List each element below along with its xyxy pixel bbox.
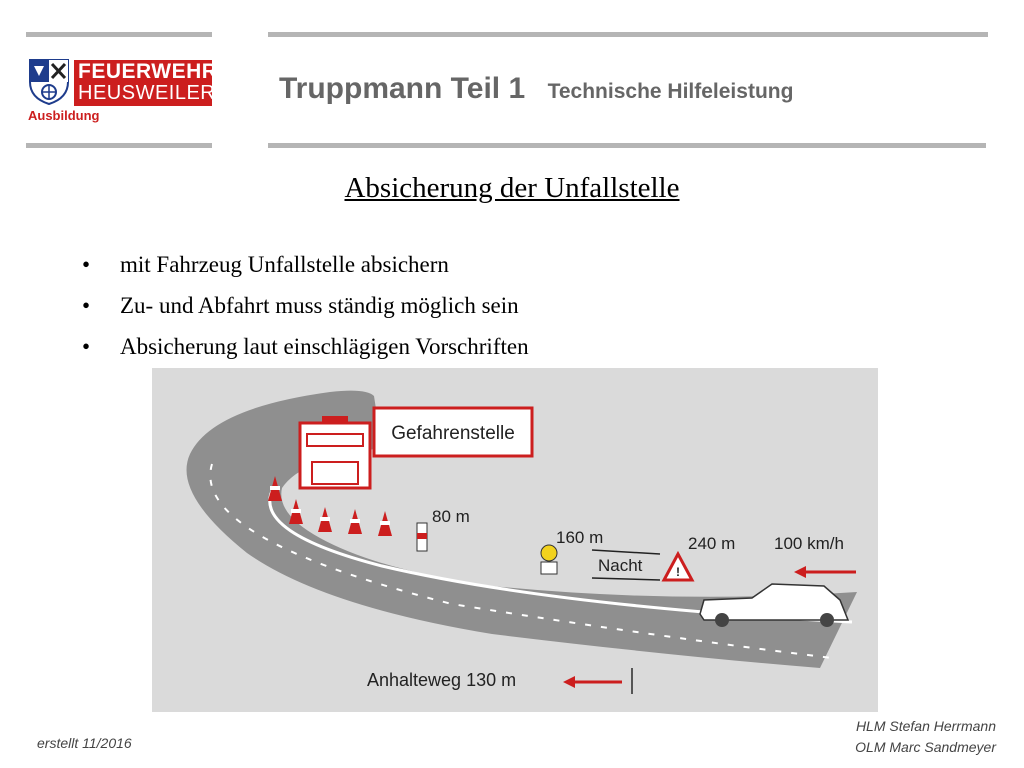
hazard-label: Gefahrenstelle [391,423,515,444]
page-title [279,72,793,106]
title-main: Truppmann Teil 1 [279,72,526,105]
accident-site-diagram [152,368,878,712]
slide-heading: Absicherung der Unfallstelle [344,172,680,204]
bullet-item [82,331,529,372]
marker-160-label: 160 m [556,528,604,547]
created-date: erstellt 11/2016 [37,735,132,751]
fire-truck-icon [300,416,370,488]
svg-text:!: ! [676,565,680,579]
bullet-list [82,249,529,372]
bullet-text: Absicherung laut einschlägigen Vorschriften [120,334,529,359]
bullet-item [82,290,529,331]
logo-line1: FEUERWEHR [78,60,218,83]
author-1: HLM Stefan Herrmann [855,718,996,734]
header-rule-bottom-right [268,143,986,148]
hazard-label-box [374,408,532,456]
author-block [855,716,996,758]
header-rule-top-left [26,32,212,37]
warning-post-icon [417,523,427,551]
header-rule-top-right [268,32,988,37]
night-label: Nacht [598,556,643,575]
bullet-item [82,249,529,290]
marker-240-label: 240 m [688,534,736,553]
fire-department-logo [28,58,218,128]
header-rule-bottom-left [26,143,212,148]
logo-line2: HEUSWEILER [78,82,216,104]
marker-80-label: 80 m [432,507,470,526]
bullet-dot: • [82,334,91,359]
title-subtitle: Technische Hilfeleistung [547,80,794,103]
logo-subtitle: Ausbildung [28,108,100,123]
speed-label: 100 km/h [774,534,844,553]
coat-of-arms-icon [28,58,70,106]
bullet-text: mit Fahrzeug Unfallstelle absichern [120,252,449,277]
author-2: OLM Marc Sandmeyer [855,739,996,755]
bullet-text: Zu- und Abfahrt muss ständig möglich sein [120,293,519,318]
stopping-distance-label: Anhalteweg 130 m [367,670,517,690]
bullet-dot: • [82,252,91,277]
bullet-dot: • [82,293,91,318]
